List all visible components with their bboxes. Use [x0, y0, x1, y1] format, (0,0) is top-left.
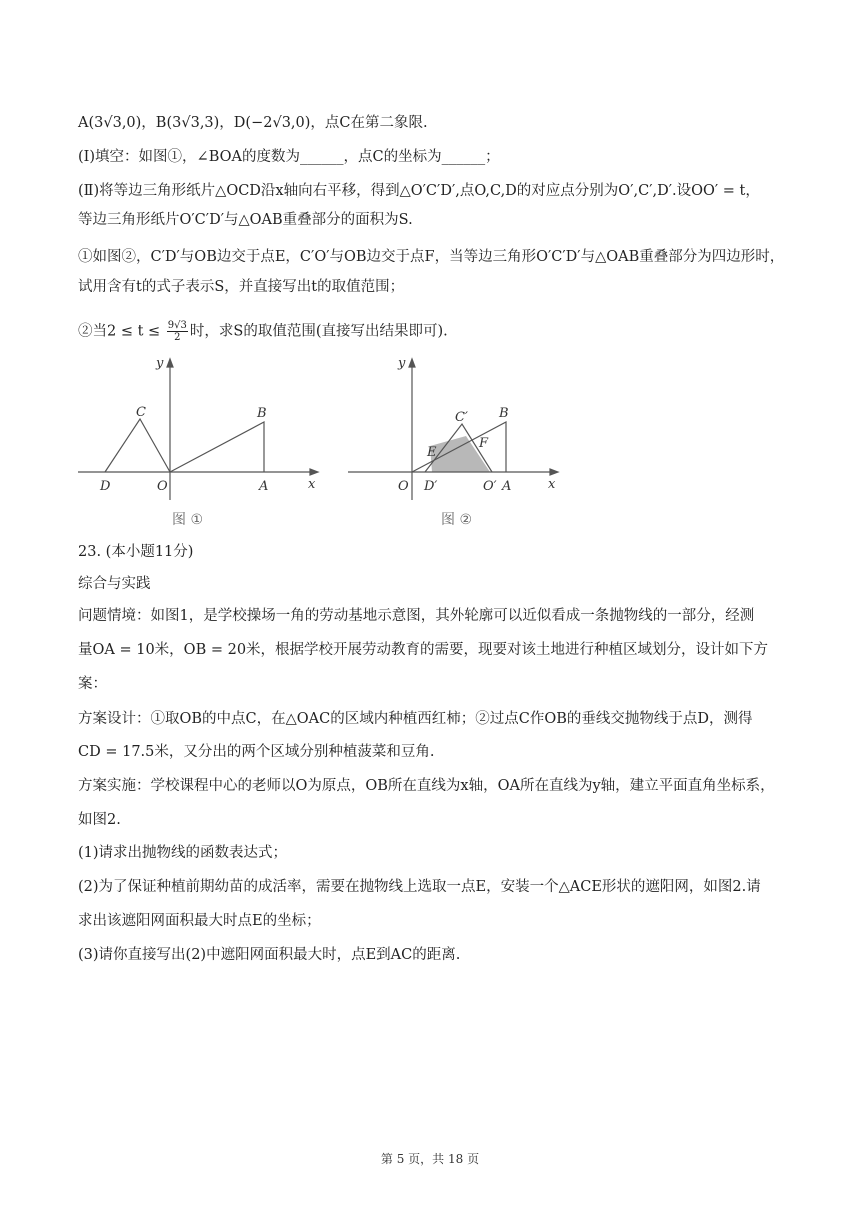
fig2-label-o: O [398, 479, 409, 494]
fig1-label-a: A [259, 479, 269, 494]
fig1-y-arrow [167, 359, 173, 367]
part2-line-2: 等边三角形纸片O′C′D′与△OAB重叠部分的面积为S. [78, 212, 413, 228]
fig2-label-c: C′ [455, 410, 468, 425]
subquestion-2-suffix: 时，求S的取值范围(直接写出结果即可). [189, 323, 448, 340]
fig2-label-a: A [502, 479, 512, 494]
part1-fill-blank: (Ⅰ)填空：如图①，∠BOA的度数为______，点C的坐标为______； [78, 149, 500, 165]
fig1-x-arrow [310, 469, 318, 475]
fig2-y-arrow [409, 359, 415, 367]
section-title: 综合与实践 [78, 576, 151, 592]
subquestion-2 [78, 320, 798, 343]
part2-line-1: (Ⅱ)将等边三角形纸片△OCD沿x轴向右平移，得到△O′C′D′,点O,C,D的对应点分别为O′,C′,D′.设OO′ = t， [78, 183, 760, 199]
figure-1 [70, 350, 330, 530]
fig2-label-y: y [398, 356, 406, 371]
figure-2-caption: 图 ② [441, 512, 473, 528]
fig2-label-b: B [499, 406, 509, 421]
question-2-line-2: 求出该遮阳网面积最大时点E的坐标； [78, 913, 321, 929]
implementation-line-2: 如图2. [78, 812, 121, 828]
fig2-label-e: E [427, 445, 437, 460]
context-line-1: 问题情境：如图1，是学校操场一角的劳动基地示意图，其外轮廓可以近似看成一条抛物线的一部分，经测 [78, 608, 755, 624]
fig2-label-d: D′ [424, 479, 438, 494]
fig1-label-y: y [156, 356, 164, 371]
question-2-line-1: (2)为了保证种植前期幼苗的成活率，需要在抛物线上选取一点E，安装一个△ACE形状的遮阳网，如图2.请 [78, 879, 761, 895]
design-line-2: CD = 17.5米，又分出的两个区域分别种植菠菜和豆角. [78, 744, 435, 760]
context-line-2: 量OA = 10米，OB = 20米，根据学校开展劳动教育的需要，现要对该土地进行种植区域划分，设计如下方 [78, 642, 769, 658]
problem-23-header: 23. (本小题11分) [78, 544, 194, 560]
fig2-label-f: F [479, 436, 489, 451]
fig1-triangle-oab [170, 422, 264, 472]
fig1-triangle-ocd [105, 419, 170, 472]
fig1-label-d: D [100, 479, 111, 494]
context-line-3: 案： [78, 676, 107, 692]
fig2-label-x: x [548, 477, 556, 492]
fig1-label-o: O [157, 479, 168, 494]
page-footer: 第 5 页，共 18 页 [380, 1152, 480, 1166]
fig1-label-b: B [257, 406, 267, 421]
given-coordinates: A(3√3,0)，B(3√3,3)，D(−2√3,0)，点C在第二象限. [78, 115, 428, 131]
fig1-label-x: x [308, 477, 316, 492]
subquestion-2-prefix: ②当2 ≤ t ≤ [78, 323, 165, 340]
question-1: (1)请求出抛物线的函数表达式； [78, 845, 288, 861]
figure-1-caption: 图 ① [172, 512, 204, 528]
question-3: (3)请你直接写出(2)中遮阳网面积最大时，点E到AC的距离. [78, 947, 461, 963]
figure-2 [340, 350, 570, 530]
fraction-numerator: 9√3 [167, 320, 187, 331]
fraction [167, 320, 188, 343]
subquestion-1-line-1: ①如图②，C′D′与OB边交于点E，C′O′与OB边交于点F，当等边三角形O′C′D′与△OAB重叠部分为四边形时， [78, 249, 785, 265]
fig2-label-o-prime: O′ [483, 479, 497, 494]
design-line-1: 方案设计：①取OB的中点C，在△OAC的区域内种植西红柿；②过点C作OB的垂线交抛物线于点D，测得 [78, 711, 753, 727]
subquestion-1-line-2: 试用含有t的式子表示S，并直接写出t的取值范围； [78, 279, 405, 295]
fig1-label-c: C [136, 405, 146, 420]
implementation-line-1: 方案实施：学校课程中心的老师以O为原点，OB所在直线为x轴，OA所在直线为y轴，建立平面直角坐标系， [78, 778, 775, 794]
fraction-denominator: 2 [174, 332, 181, 343]
fig2-x-arrow [550, 469, 558, 475]
